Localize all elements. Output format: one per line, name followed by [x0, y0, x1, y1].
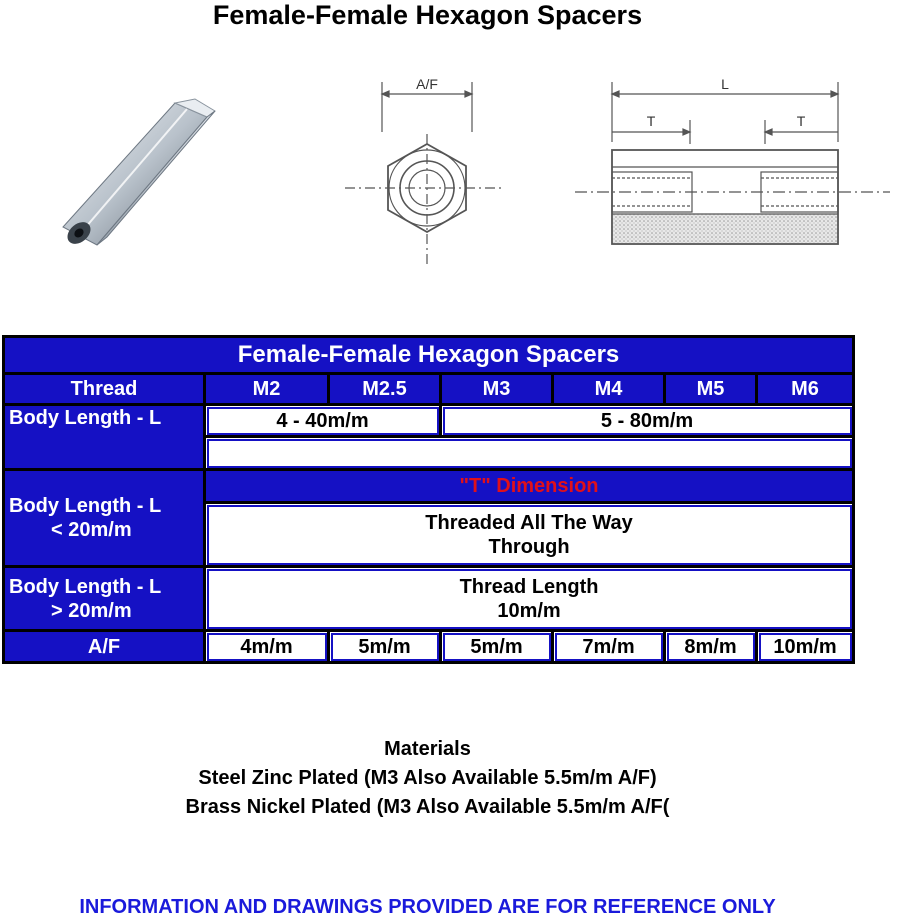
gt20-label-line1: Body Length - L — [9, 575, 162, 598]
body-length-lt20-label — [4, 470, 205, 567]
gt20-value — [205, 567, 854, 631]
af-m2-5: 5m/m — [329, 631, 441, 663]
table-heading: Female-Female Hexagon Spacers — [4, 337, 854, 374]
materials-section — [0, 735, 855, 822]
af-m4: 7m/m — [553, 631, 665, 663]
thread-row — [4, 374, 854, 405]
af-row — [4, 631, 854, 663]
empty-cell — [205, 437, 854, 470]
af-label: A/F — [4, 631, 205, 663]
gt20-label-line2: > 20m/m — [51, 599, 132, 622]
gt20-value-line2: 10m/m — [497, 599, 561, 622]
af-m2: 4m/m — [205, 631, 329, 663]
thread-label: Thread — [4, 374, 205, 405]
spec-table — [2, 335, 855, 664]
lt20-value-line2: Through — [488, 535, 570, 558]
thread-m2: M2 — [205, 374, 329, 405]
thread-m5: M5 — [665, 374, 757, 405]
length-dimension-label: L — [721, 76, 729, 92]
thread-m3: M3 — [441, 374, 553, 405]
length-range-large: 5 - 80m/m — [441, 405, 854, 437]
page-title: Female-Female Hexagon Spacers — [212, 0, 643, 30]
materials-line-2: Brass Nickel Plated (M3 Also Available 5.5m/m A/F( — [185, 796, 670, 818]
body-length-gt20-label — [4, 567, 205, 631]
t-dimension-label-right: T — [796, 113, 806, 129]
lt20-label-line2: < 20m/m — [51, 519, 132, 541]
lt20-value-line1: Threaded All The Way — [425, 511, 633, 534]
thread-m2-5: M2.5 — [329, 374, 441, 405]
lt20-label-line1: Body Length - L — [9, 495, 162, 517]
reference-disclaimer: INFORMATION AND DRAWINGS PROVIDED ARE FOR REFERENCE ONLY — [79, 896, 776, 918]
materials-heading: Materials — [384, 738, 471, 760]
thread-m6: M6 — [757, 374, 854, 405]
af-m3: 5m/m — [441, 631, 553, 663]
lt20-value — [205, 503, 854, 567]
thread-m4: M4 — [553, 374, 665, 405]
materials-line-1: Steel Zinc Plated (M3 Also Available 5.5m/m A/F) — [198, 767, 657, 789]
gt20-value-line1: Thread Length — [459, 575, 599, 598]
length-range-small: 4 - 40m/m — [205, 405, 441, 437]
spacer-photo — [55, 95, 225, 255]
body-length-label: Body Length - L — [4, 405, 205, 470]
af-dimension-label: A/F — [416, 76, 438, 92]
side-view-drawing — [575, 72, 890, 252]
t-dimension-label-left: T — [646, 113, 656, 129]
body-length-row — [4, 405, 854, 437]
t-dimension-heading: "T" Dimension — [205, 470, 854, 503]
af-m5: 8m/m — [665, 631, 757, 663]
hexagon-end-view-drawing — [345, 72, 505, 272]
af-m6: 10m/m — [757, 631, 854, 663]
